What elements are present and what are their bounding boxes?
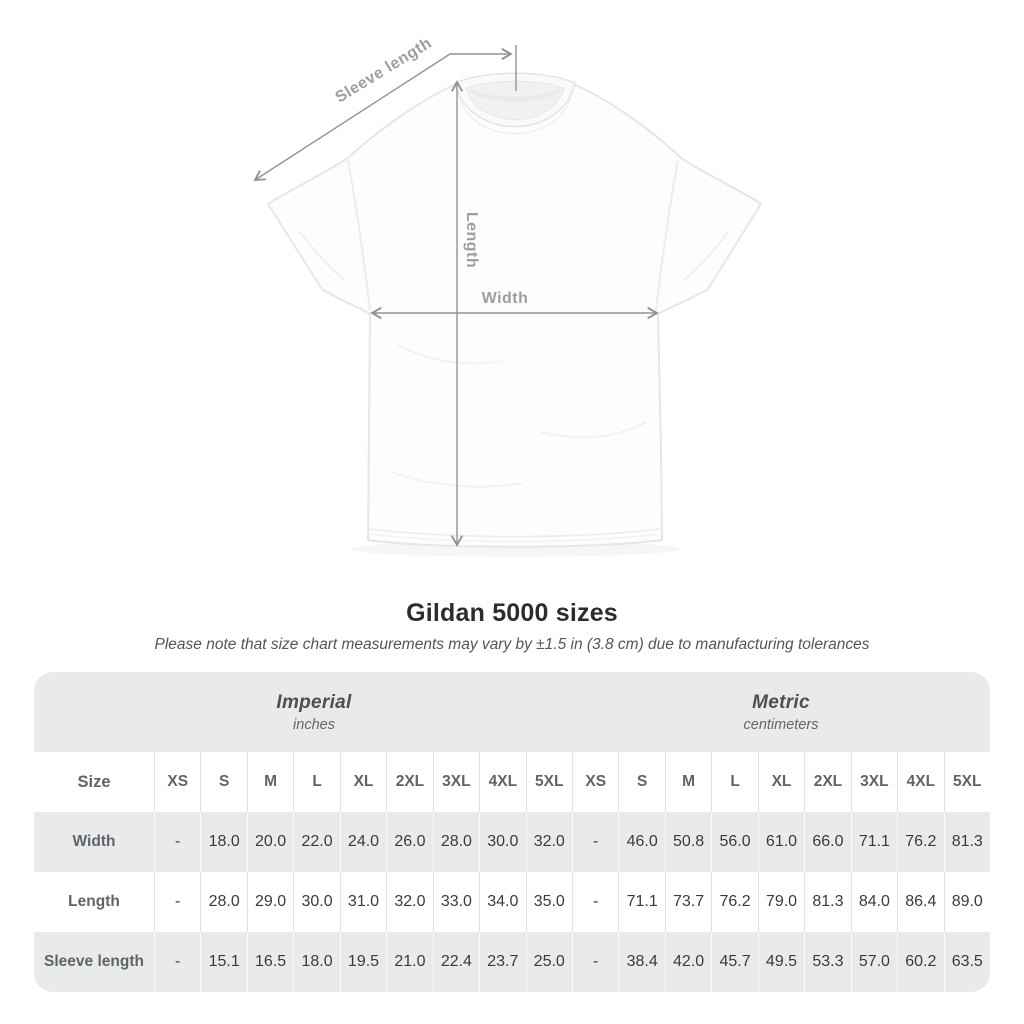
metric-group-unit: centimeters: [743, 716, 819, 733]
measurement-cell: 86.4: [897, 872, 943, 932]
measurement-cell: 22.4: [433, 932, 479, 992]
measurement-cell: 28.0: [200, 872, 246, 932]
measurement-cell: 42.0: [665, 932, 711, 992]
imperial-group-title: Imperial: [276, 691, 352, 713]
measurement-cell: 19.5: [340, 932, 386, 992]
measurement-cell: 53.3: [804, 932, 850, 992]
measurement-cell: 73.7: [665, 872, 711, 932]
measurement-cell: 81.3: [804, 872, 850, 932]
size-header-s-imperial: S: [200, 752, 246, 812]
measurement-cell: 79.0: [758, 872, 804, 932]
size-header-xs-imperial: XS: [154, 752, 200, 812]
measurement-cell: 89.0: [944, 872, 990, 932]
measurement-cell: 71.1: [618, 872, 664, 932]
measurement-cell: 76.2: [897, 812, 943, 872]
page-title: Gildan 5000 sizes: [406, 599, 618, 627]
measurement-cell: 32.0: [386, 872, 432, 932]
size-header-s-metric: S: [618, 752, 664, 812]
row-label: Width: [72, 833, 116, 850]
measurement-cell: 45.7: [711, 932, 757, 992]
measurement-cell: -: [154, 932, 200, 992]
size-header-5xl-imperial: 5XL: [526, 752, 572, 812]
size-header-3xl-metric: 3XL: [851, 752, 897, 812]
size-header-2xl-imperial: 2XL: [386, 752, 432, 812]
measurement-cell: -: [572, 812, 618, 872]
size-header-4xl-metric: 4XL: [897, 752, 943, 812]
size-header-xl-imperial: XL: [340, 752, 386, 812]
measurement-cell: 28.0: [433, 812, 479, 872]
measurement-cell: 25.0: [526, 932, 572, 992]
measurement-cell: 20.0: [247, 812, 293, 872]
size-table: [34, 672, 990, 992]
unit-header-band: [34, 672, 990, 752]
size-header-xl-metric: XL: [758, 752, 804, 812]
measurement-cell: 18.0: [200, 812, 246, 872]
measurement-cell: 34.0: [479, 872, 525, 932]
unit-group-imperial: [34, 672, 572, 752]
row-label: Length: [68, 893, 120, 910]
measurement-cell: 50.8: [665, 812, 711, 872]
measurement-cell: 63.5: [944, 932, 990, 992]
tolerance-note: Please note that size chart measurements may vary by ±1.5 in (3.8 cm) due to manufacturing tolerances: [154, 636, 870, 653]
measurement-cell: 66.0: [804, 812, 850, 872]
measurement-cell: 31.0: [340, 872, 386, 932]
measurement-cell: -: [572, 932, 618, 992]
size-column-header: Size: [77, 772, 111, 791]
sleeve-length-label: Sleeve length: [332, 34, 435, 107]
table-row-sleeve-length: [34, 932, 990, 992]
row-label: Sleeve length: [44, 953, 144, 970]
measurement-cell: 38.4: [618, 932, 664, 992]
imperial-group-unit: inches: [293, 716, 335, 733]
measurement-cell: 56.0: [711, 812, 757, 872]
measurement-cell: 46.0: [618, 812, 664, 872]
measurement-cell: -: [572, 872, 618, 932]
measurement-cell: 84.0: [851, 872, 897, 932]
measurement-cell: 22.0: [293, 812, 339, 872]
measurement-cell: 71.1: [851, 812, 897, 872]
measurement-cell: -: [154, 872, 200, 932]
measurement-cell: 24.0: [340, 812, 386, 872]
table-row-length: [34, 872, 990, 932]
measurement-cell: 21.0: [386, 932, 432, 992]
metric-group-title: Metric: [752, 691, 810, 713]
measurement-cell: -: [154, 812, 200, 872]
measurement-cell: 30.0: [479, 812, 525, 872]
measurement-cell: 32.0: [526, 812, 572, 872]
size-header-xs-metric: XS: [572, 752, 618, 812]
measurement-cell: 15.1: [200, 932, 246, 992]
measurement-cell: 76.2: [711, 872, 757, 932]
size-header-5xl-metric: 5XL: [944, 752, 990, 812]
measurement-cell: 23.7: [479, 932, 525, 992]
size-header-3xl-imperial: 3XL: [433, 752, 479, 812]
heading: [0, 599, 1024, 654]
measurement-cell: 49.5: [758, 932, 804, 992]
size-header-l-imperial: L: [293, 752, 339, 812]
measurement-cell: 18.0: [293, 932, 339, 992]
table-row-width: [34, 812, 990, 872]
measurement-cell: 81.3: [944, 812, 990, 872]
measurement-cell: 60.2: [897, 932, 943, 992]
measurement-cell: 16.5: [247, 932, 293, 992]
size-header-m-imperial: M: [247, 752, 293, 812]
length-label: Length: [463, 211, 480, 269]
measurement-cell: 35.0: [526, 872, 572, 932]
size-header-row: [34, 752, 990, 812]
size-header-m-metric: M: [665, 752, 711, 812]
measurement-cell: 57.0: [851, 932, 897, 992]
measurement-cell: 29.0: [247, 872, 293, 932]
measurement-cell: 26.0: [386, 812, 432, 872]
unit-group-metric: [572, 672, 990, 752]
measurement-cell: 30.0: [293, 872, 339, 932]
size-header-2xl-metric: 2XL: [804, 752, 850, 812]
measurement-cell: 61.0: [758, 812, 804, 872]
size-header-4xl-imperial: 4XL: [479, 752, 525, 812]
size-header-l-metric: L: [711, 752, 757, 812]
width-label: Width: [481, 290, 529, 307]
size-grid: [34, 752, 990, 992]
measurement-cell: 33.0: [433, 872, 479, 932]
